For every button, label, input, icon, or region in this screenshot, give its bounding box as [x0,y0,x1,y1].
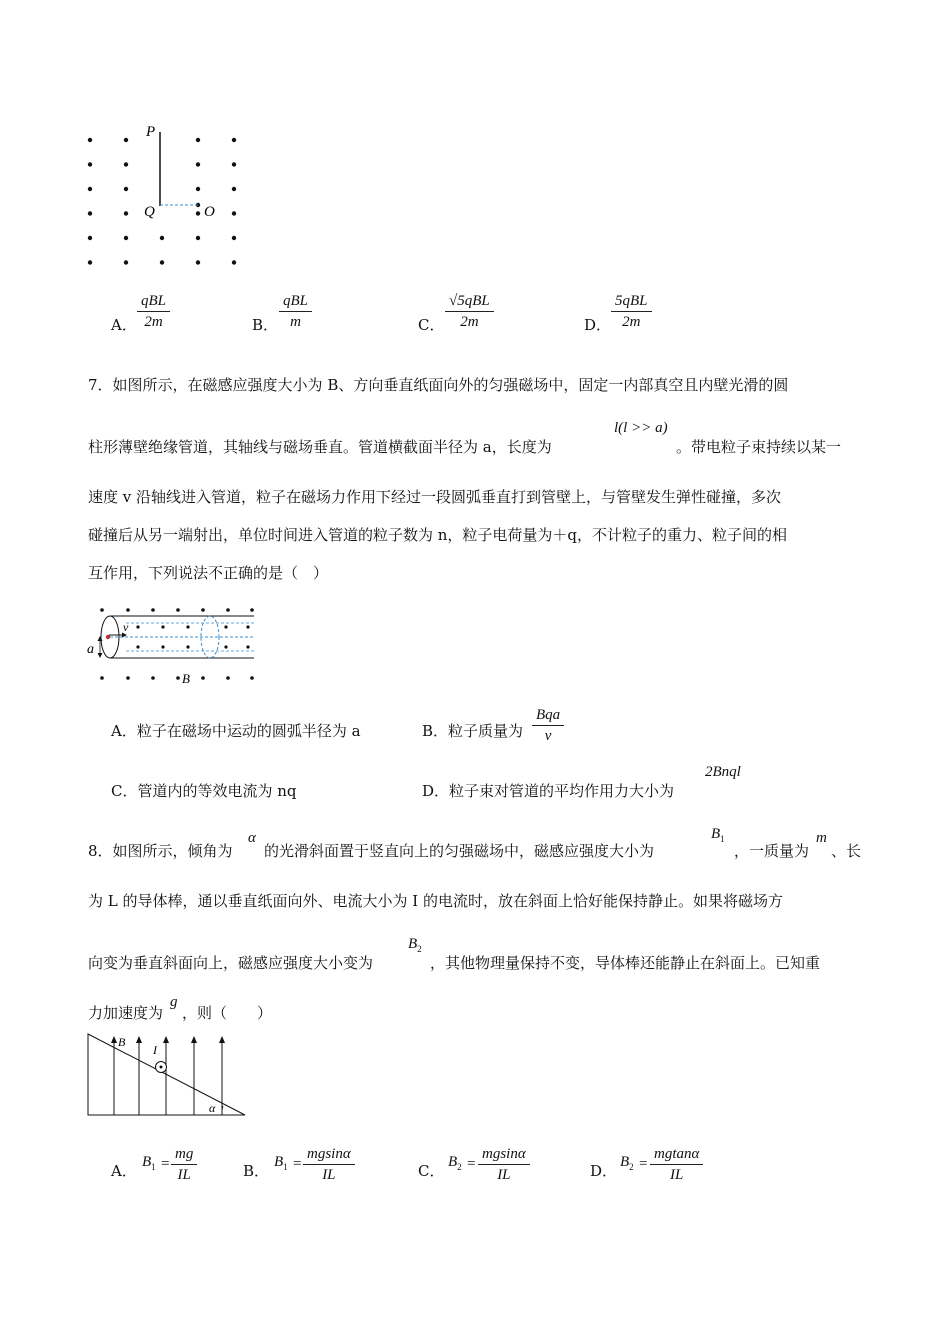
q8-stem-line-3a: 向变为垂直斜面向上，磁感应强度大小变为 [88,954,374,972]
field-dot [246,645,249,648]
q8-option-b-num: mgsinα [303,1144,355,1165]
q7-stem-line-3: 速度 v 沿轴线进入管道，粒子在磁场力作用下经过一段圆弧垂直打到管壁上，与管壁发生弹性碰撞，多次 [88,488,782,506]
q8-option-a-letter[interactable]: A． [111,1162,137,1180]
q8-mass: m [816,830,827,846]
q6-option-d-letter[interactable]: D． [584,316,612,334]
q7-label-a: a [87,642,94,657]
q6-option-b-den: m [290,314,301,330]
q7-option-d-expr: 2Bnql [705,764,741,780]
field-dot [126,676,130,680]
q8-option-d-lhs [620,1154,634,1172]
q8-option-a-lhs [142,1154,156,1172]
q8-option-c-eq: = [467,1156,476,1172]
q7-stem-line-2a: 柱形薄壁绝缘管道，其轴线与磁场垂直。管道横截面半径为 a，长度为 [88,438,552,456]
field-arrow-head [136,1036,142,1043]
field-dot [186,625,189,628]
q8-b2 [408,936,422,954]
q8-option-a-eq: = [161,1156,170,1172]
q8-option-a-lhs-sub: 1 [151,1162,156,1172]
q8-label-i: I [153,1043,157,1057]
field-dot [136,645,139,648]
q8-option-a-fraction [171,1144,197,1185]
q8-stem-line-1c: ，一质量为 [734,842,810,860]
field-dot [232,260,236,264]
q6-option-d-den: 2m [622,314,641,330]
q8-option-d-eq: = [639,1156,648,1172]
field-arrow-head [191,1036,197,1043]
field-dot [88,162,92,166]
q7-option-b-text[interactable]: B．粒子质量为 [422,722,524,740]
field-dot [250,676,254,680]
q8-b1-symbol: B [711,826,721,842]
field-dot [88,211,92,215]
q8-b1-sub: 1 [720,834,725,844]
q8-option-d-fraction [650,1144,703,1185]
q7-label-v: v [123,620,129,634]
q7-option-d-text[interactable]: D．粒子束对管道的平均作用力大小为 [422,782,675,800]
q6-option-c-fraction [445,291,494,332]
field-dot [160,236,164,240]
q7-stem-line-1: 7．如图所示，在磁感应强度大小为 B、方向垂直纸面向外的匀强磁场中，固定一内部真空且内壁光滑的圆 [88,376,789,394]
q6-option-a-num: qBL [137,291,170,312]
q7-option-b-den: v [544,728,552,744]
q8-stem-line-4a: 力加速度为 [88,1004,164,1022]
field-dot [100,608,104,612]
field-dot [201,608,205,612]
field-dot [201,676,205,680]
q8-option-b-fraction [303,1144,355,1185]
field-dot [186,645,189,648]
q8-b2-symbol: B [408,936,418,952]
q8-label-b: B [118,1035,126,1049]
q8-alpha: α [248,830,256,846]
q8-option-d-num: mgtanα [650,1144,703,1165]
field-dot [124,260,128,264]
q8-option-c-num: mgsinα [478,1144,530,1165]
field-dot [232,187,236,191]
q8-option-c-den: IL [497,1167,511,1183]
q8-option-d-letter[interactable]: D． [590,1162,618,1180]
field-arrow-head [111,1036,117,1043]
q8-option-b-letter[interactable]: B． [243,1162,270,1180]
q6-label-p: P [146,124,156,140]
q7-option-a[interactable]: A．粒子在磁场中运动的圆弧半径为 a [111,722,361,740]
q8-g: g [170,994,178,1010]
q7-length-expr: l(l >> a) [614,420,668,436]
q6-option-b-num: qBL [279,291,312,312]
q6-option-a-letter[interactable]: A． [111,316,137,334]
field-dot [151,608,155,612]
q6-option-d-fraction [611,291,652,332]
field-dot [124,162,128,166]
q6-figure [80,118,250,274]
q8-option-d-lhs-symbol: B [620,1154,630,1170]
field-dot [196,260,200,264]
q7-label-b: B [182,671,190,686]
q6-option-a-fraction [137,291,170,332]
q8-option-b-lhs-sub: 1 [283,1162,288,1172]
q8-label-alpha: α [209,1101,216,1115]
field-dot [161,625,164,628]
field-dot [196,187,200,191]
q7-figure [86,608,262,688]
q6-option-c-num: √5qBL [445,291,494,312]
q8-option-a-den: IL [177,1167,191,1183]
q8-stem-line-1d: 、长 [831,842,862,860]
field-arrow-head [163,1036,169,1043]
field-dot [196,236,200,240]
q7-radius-arrow-up [98,636,103,641]
field-arrow-head [219,1036,225,1043]
q8-option-d-lhs-sub: 2 [629,1162,634,1172]
q6-option-c-den: 2m [460,314,479,330]
q8-b1 [711,826,725,844]
q6-option-c-letter[interactable]: C． [418,316,445,334]
field-dot [100,676,104,680]
q8-option-a-lhs-symbol: B [142,1154,152,1170]
field-dot [196,211,200,215]
q6-option-a-den: 2m [144,314,163,330]
q8-stem-line-1b: 的光滑斜面置于竖直向上的匀强磁场中，磁感应强度大小为 [264,842,655,860]
field-dot [226,676,230,680]
field-dot [226,608,230,612]
q7-stem-line-2b: 。带电粒子束持续以某一 [676,438,842,456]
field-dot [136,625,139,628]
field-dot [250,608,254,612]
q8-option-c-lhs-sub: 2 [457,1162,462,1172]
q7-option-b-fraction [532,705,564,746]
q6-option-d-num: 5qBL [611,291,652,312]
q8-option-b-eq: = [293,1156,302,1172]
field-dot [88,187,92,191]
q7-radius-arrow-down [98,653,103,658]
field-dot [124,211,128,215]
field-dot [232,138,236,142]
q7-stem-line-5: 互作用，下列说法不正确的是（ ） [88,564,329,582]
q8-stem-line-1a: 8．如图所示，倾角为 [88,842,233,860]
field-dot [126,608,130,612]
field-dot [196,162,200,166]
field-dot [176,676,180,680]
q8-option-c-lhs [448,1154,462,1172]
field-dot [88,236,92,240]
q8-stem-line-4b: ，则（ ） [182,1004,273,1022]
q8-stem-line-3b: ，其他物理量保持不变，导体棒还能静止在斜面上。已知重 [430,954,821,972]
field-dot [176,608,180,612]
field-dot [246,625,249,628]
q6-label-q: Q [144,204,155,220]
q8-option-c-fraction [478,1144,530,1185]
field-dot [196,138,200,142]
q6-label-o: O [204,204,215,220]
q8-option-a-num: mg [171,1144,197,1165]
field-dot [232,236,236,240]
q7-option-c[interactable]: C．管道内的等效电流为 nq [111,782,297,800]
field-dot [124,236,128,240]
field-dot [232,162,236,166]
field-dot [124,187,128,191]
q8-option-d-den: IL [670,1167,684,1183]
q8-option-b-den: IL [322,1167,336,1183]
field-dot [124,138,128,142]
q8-option-c-letter[interactable]: C． [418,1162,445,1180]
q8-current-dot [160,1066,163,1069]
field-dot [224,645,227,648]
q7-stem-line-4: 碰撞后从另一端射出，单位时间进入管道的粒子数为 n，粒子电荷量为＋q，不计粒子的重力、粒子间的相 [88,526,788,544]
q8-option-c-lhs-symbol: B [448,1154,458,1170]
q8-option-b-lhs [274,1154,288,1172]
q8-b2-sub: 2 [417,944,422,954]
field-dot [88,260,92,264]
field-dot [160,260,164,264]
field-dot [88,138,92,142]
q7-option-b-num: Bqa [532,705,564,726]
q6-option-b-fraction [279,291,312,332]
field-dot [232,211,236,215]
field-dot [161,645,164,648]
q8-option-b-lhs-symbol: B [274,1154,284,1170]
q8-figure [84,1032,250,1120]
q6-option-b-letter[interactable]: B． [252,316,279,334]
field-dot [224,625,227,628]
field-dot [151,676,155,680]
q8-stem-line-2: 为 L 的导体棒，通以垂直纸面向外、电流大小为 I 的电流时，放在斜面上恰好能保持静止。如果将磁场方 [88,892,783,910]
